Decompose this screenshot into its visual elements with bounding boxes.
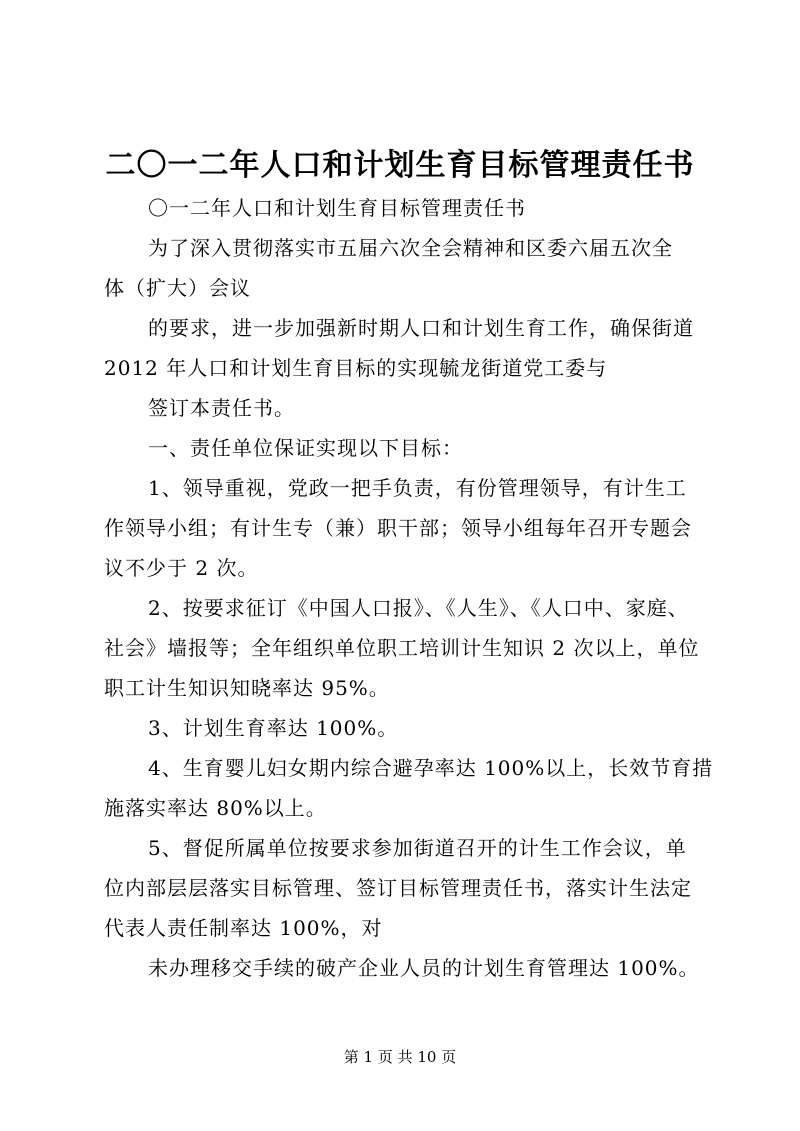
list-item-line: 作领导小组；有计生专（兼）职干部；领导小组每年召开专题会 [104, 516, 692, 540]
paragraph-line: 体（扩大）会议 [104, 276, 251, 300]
section-heading: 一、责任单位保证实现以下目标： [148, 436, 463, 460]
list-item-line: 位内部层层落实目标管理、签订目标管理责任书，落实计生法定 [104, 876, 692, 900]
paragraph-line: 的要求，进一步加强新时期人口和计划生育工作，确保街道 [148, 316, 694, 340]
page-number-footer: 第 1 页 共 10 页 [343, 1048, 457, 1066]
list-item-line: 4、生育婴儿妇女期内综合避孕率达 100%以上，长效节育措 [148, 756, 714, 780]
list-item-line: 施落实率达 80%以上。 [104, 796, 327, 820]
list-item-line: 3、计划生育率达 100%。 [148, 716, 399, 740]
list-item-line: 2、按要求征订《中国人口报》、《人生》、《人口中、家庭、 [148, 596, 689, 620]
paragraph-line: 为了深入贯彻落实市五届六次全会精神和区委六届五次全 [148, 236, 673, 260]
paragraph-line: 2012 年人口和计划生育目标的实现毓龙街道党工委与 [104, 356, 608, 380]
list-item-line: 5、督促所属单位按要求参加街道召开的计生工作会议，单 [148, 836, 687, 860]
list-item-line: 1、领导重视，党政一把手负责，有份管理领导，有计生工 [148, 476, 687, 500]
list-item-line: 议不少于 2 次。 [104, 556, 259, 580]
list-item-line: 未办理移交手续的破产企业人员的计划生育管理达 100%。 [148, 956, 700, 980]
list-item-line: 代表人责任制率达 100%，对 [104, 916, 383, 940]
list-item-line: 社会》墙报等；全年组织单位职工培训计生知识 2 次以上，单位 [104, 636, 700, 660]
subtitle-line: 〇一二年人口和计划生育目标管理责任书 [148, 196, 526, 220]
document-title: 二〇一二年人口和计划生育目标管理责任书 [105, 148, 695, 183]
list-item-line: 职工计生知识知晓率达 95%。 [104, 676, 390, 700]
paragraph-line: 签订本责任书。 [148, 396, 295, 420]
